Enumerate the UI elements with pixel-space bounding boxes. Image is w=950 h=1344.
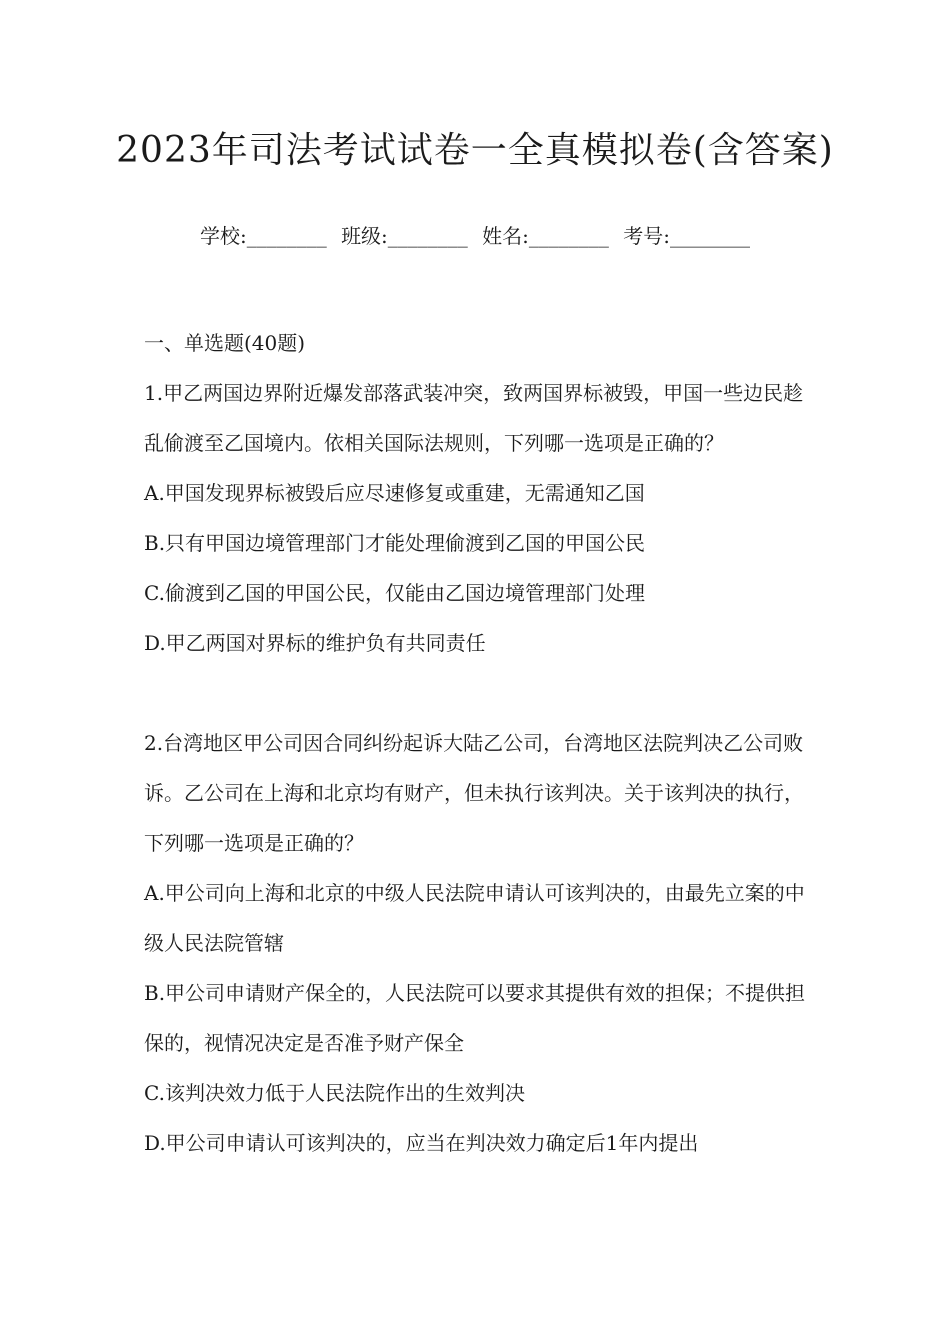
class-field: 班级:________ bbox=[341, 224, 468, 248]
question-2 bbox=[144, 718, 810, 1168]
document-body bbox=[144, 318, 810, 1168]
question-text: 1.甲乙两国边界附近爆发部落武装冲突，致两国界标被毁，甲国一些边民趁乱偷渡至乙国境内。依相关国际法规则，下列哪一选项是正确的？ bbox=[144, 381, 804, 455]
question-spacer bbox=[144, 668, 810, 718]
option-c: C.该判决效力低于人民法院作出的生效判决 bbox=[144, 1081, 525, 1105]
option-a: A.甲国发现界标被毁后应尽速修复或重建，无需通知乙国 bbox=[144, 481, 645, 505]
school-field: 学校:________ bbox=[199, 224, 327, 248]
option-d: D.甲公司申请认可该判决的，应当在判决效力确定后1年内提出 bbox=[144, 1131, 699, 1155]
option-d: D.甲乙两国对界标的维护负有共同责任 bbox=[144, 631, 486, 655]
name-field: 姓名:________ bbox=[482, 224, 609, 248]
option-b: B.只有甲国边境管理部门才能处理偷渡到乙国的甲国公民 bbox=[144, 531, 646, 555]
exam-number-field: 考号:________ bbox=[623, 224, 751, 248]
option-a: A.甲公司向上海和北京的中级人民法院申请认可该判决的，由最先立案的中级人民法院管辖 bbox=[144, 881, 805, 955]
document-title: 2023年司法考试试卷一全真模拟卷(含答案) bbox=[116, 130, 834, 172]
option-c: C.偷渡到乙国的甲国公民，仅能由乙国边境管理部门处理 bbox=[144, 581, 645, 605]
question-text: 2.台湾地区甲公司因合同纠纷起诉大陆乙公司，台湾地区法院判决乙公司败诉。乙公司在上海和北京均有财产，但未执行该判决。关于该判决的执行，下列哪一选项是正确的？ bbox=[144, 731, 804, 855]
question-1 bbox=[144, 368, 810, 668]
student-info-line bbox=[0, 220, 950, 252]
section-heading: 一、单选题(40题) bbox=[144, 331, 306, 355]
option-b: B.甲公司申请财产保全的，人民法院可以要求其提供有效的担保；不提供担保的，视情况决定是否准予财产保全 bbox=[144, 981, 806, 1055]
